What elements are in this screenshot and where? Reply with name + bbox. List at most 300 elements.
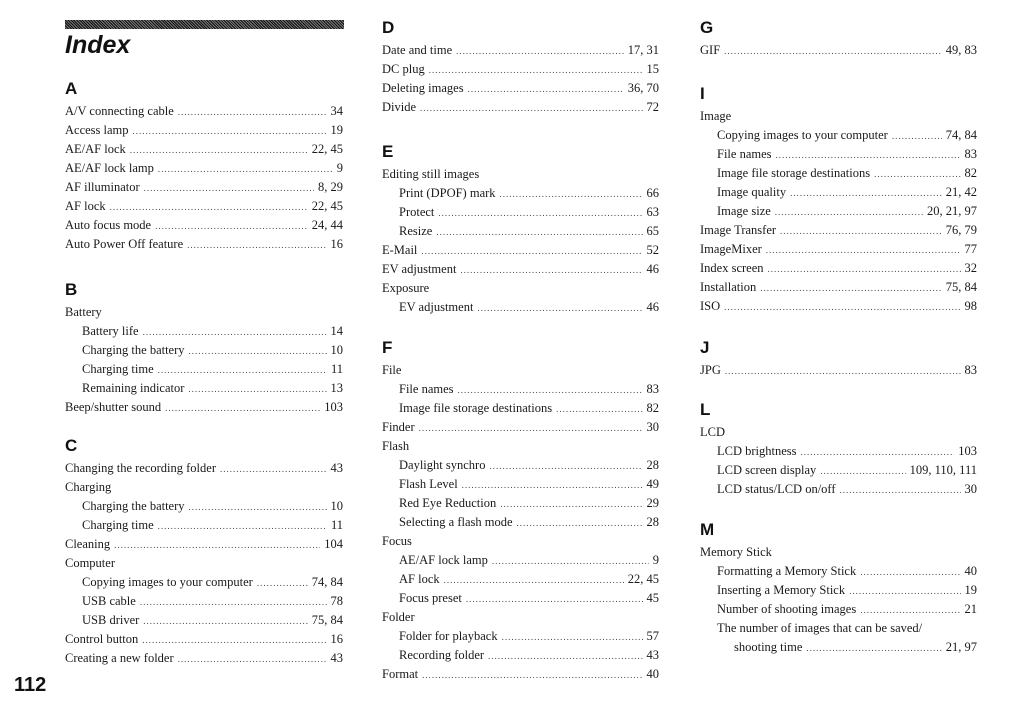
index-subentry bbox=[65, 497, 343, 516]
entry-label: Installation bbox=[700, 280, 757, 294]
dot-leader bbox=[724, 42, 942, 61]
entry-pages: 45 bbox=[646, 591, 659, 605]
dot-leader bbox=[492, 552, 649, 571]
entry-label: ImageMixer bbox=[700, 242, 762, 256]
index-entry bbox=[65, 459, 343, 478]
dot-leader bbox=[158, 160, 333, 179]
index-entry bbox=[65, 630, 343, 649]
entry-label: Beep/shutter sound bbox=[65, 400, 162, 414]
index-subentry bbox=[65, 592, 343, 611]
entry-label: shooting time bbox=[734, 640, 803, 654]
entry-label: Computer bbox=[65, 556, 115, 570]
index-entry bbox=[382, 418, 659, 437]
dot-leader bbox=[110, 198, 308, 217]
entry-pages: 74, 84 bbox=[945, 128, 977, 142]
entry-pages: 40 bbox=[964, 564, 977, 578]
index-entry bbox=[65, 649, 343, 668]
index-subentry bbox=[382, 589, 659, 608]
index-subentry bbox=[382, 570, 659, 589]
header-bar bbox=[65, 20, 344, 29]
entry-pages: 24, 44 bbox=[311, 218, 343, 232]
dot-leader bbox=[775, 203, 923, 222]
entry-label: Memory Stick bbox=[700, 545, 772, 559]
index-entry bbox=[382, 41, 659, 60]
entry-pages: 22, 45 bbox=[311, 142, 343, 156]
entry-pages: 9 bbox=[336, 161, 343, 175]
entry-label: EV adjustment bbox=[382, 262, 457, 276]
entry-pages: 78 bbox=[330, 594, 343, 608]
index-entry bbox=[382, 98, 659, 117]
index-section-b bbox=[65, 279, 343, 417]
dot-leader bbox=[257, 574, 308, 593]
entry-label: The number of images that can be saved/ bbox=[717, 621, 923, 635]
index-entry bbox=[65, 102, 343, 121]
entry-pages: 15 bbox=[646, 62, 659, 76]
entry-pages: 29 bbox=[646, 496, 659, 510]
dot-leader bbox=[801, 443, 955, 462]
dot-leader bbox=[766, 241, 961, 260]
index-entry bbox=[65, 554, 343, 573]
index-entry bbox=[700, 41, 977, 60]
section-letter: G bbox=[700, 18, 714, 37]
section-letter: F bbox=[382, 338, 393, 357]
entry-label: LCD bbox=[700, 425, 725, 439]
entry-pages: 82 bbox=[646, 401, 659, 415]
index-subentry bbox=[382, 298, 659, 317]
dot-leader bbox=[725, 362, 961, 381]
entry-label: Folder for playback bbox=[399, 629, 498, 643]
dot-leader bbox=[780, 222, 942, 241]
entry-pages: 46 bbox=[646, 262, 659, 276]
index-entry bbox=[65, 178, 343, 197]
entry-pages: 103 bbox=[958, 444, 977, 458]
index-subentry bbox=[382, 399, 659, 418]
entry-pages: 77 bbox=[964, 242, 977, 256]
entry-label: LCD screen display bbox=[717, 463, 817, 477]
dot-leader bbox=[140, 593, 327, 612]
entry-label: AE/AF lock lamp bbox=[65, 161, 154, 175]
entry-pages: 76, 79 bbox=[945, 223, 977, 237]
dot-leader bbox=[155, 217, 308, 236]
dot-leader bbox=[502, 628, 643, 647]
entry-label: Editing still images bbox=[382, 167, 480, 181]
index-subentry bbox=[700, 581, 977, 600]
entry-pages: 20, 21, 97 bbox=[927, 204, 977, 218]
index-subentry bbox=[700, 480, 977, 499]
index-entry bbox=[65, 216, 343, 235]
entry-label: Copying images to your computer bbox=[717, 128, 888, 142]
page-number: 112 bbox=[14, 674, 47, 696]
dot-leader bbox=[143, 612, 307, 631]
index-section-c bbox=[65, 435, 343, 668]
entry-label: Deleting images bbox=[382, 81, 464, 95]
entry-label: Image file storage destinations bbox=[399, 401, 553, 415]
entry-pages: 22, 45 bbox=[627, 572, 659, 586]
index-section-d bbox=[382, 17, 659, 117]
entry-pages: 30 bbox=[646, 420, 659, 434]
index-entry bbox=[382, 437, 659, 456]
entry-label: Focus preset bbox=[399, 591, 462, 605]
entry-pages: 11 bbox=[330, 518, 343, 532]
entry-label: Changing the recording folder bbox=[65, 461, 216, 475]
entry-label: Exposure bbox=[382, 281, 430, 295]
dot-leader bbox=[438, 204, 642, 223]
entry-pages: 104 bbox=[324, 537, 343, 551]
dot-leader bbox=[158, 361, 327, 380]
entry-label: Number of shooting images bbox=[717, 602, 857, 616]
index-entry bbox=[65, 197, 343, 216]
entry-label: Image file storage destinations bbox=[717, 166, 871, 180]
index-subentry bbox=[382, 551, 659, 570]
index-subentry bbox=[382, 456, 659, 475]
index-entry bbox=[700, 259, 977, 278]
index-section-g bbox=[700, 17, 977, 60]
entry-label: Image Transfer bbox=[700, 223, 777, 237]
entry-label: Index screen bbox=[700, 261, 764, 275]
entry-pages: 19 bbox=[964, 583, 977, 597]
entry-label: Charging the battery bbox=[82, 343, 185, 357]
entry-label: AF lock bbox=[399, 572, 440, 586]
entry-pages: 74, 84 bbox=[311, 575, 343, 589]
entry-label: Battery bbox=[65, 305, 102, 319]
index-entry bbox=[700, 107, 977, 126]
index-entry bbox=[700, 543, 977, 562]
entry-label: Access lamp bbox=[65, 123, 129, 137]
entry-label: Auto Power Off feature bbox=[65, 237, 184, 251]
index-subentry bbox=[65, 341, 343, 360]
dot-leader bbox=[556, 400, 642, 419]
dot-leader bbox=[419, 419, 643, 438]
index-section-a bbox=[65, 78, 343, 254]
entry-pages: 98 bbox=[964, 299, 977, 313]
entry-pages: 36, 70 bbox=[627, 81, 659, 95]
entry-pages: 22, 45 bbox=[311, 199, 343, 213]
entry-label: Resize bbox=[399, 224, 433, 238]
index-entry bbox=[700, 361, 977, 380]
entry-label: Cleaning bbox=[65, 537, 111, 551]
entry-label: Format bbox=[382, 667, 419, 681]
index-entry bbox=[382, 241, 659, 260]
index-entry bbox=[65, 121, 343, 140]
entry-pages: 21, 97 bbox=[945, 640, 977, 654]
entry-pages: 17, 31 bbox=[627, 43, 659, 57]
dot-leader bbox=[444, 571, 624, 590]
dot-leader bbox=[189, 498, 327, 517]
dot-leader bbox=[489, 457, 642, 476]
index-entry bbox=[700, 240, 977, 259]
index-subentry bbox=[65, 573, 343, 592]
index-subentry bbox=[382, 627, 659, 646]
index-entry bbox=[700, 221, 977, 240]
index-subentry bbox=[700, 562, 977, 581]
entry-label: Charging time bbox=[82, 518, 154, 532]
entry-label: USB driver bbox=[82, 613, 140, 627]
entry-label: Folder bbox=[382, 610, 415, 624]
entry-label: Flash Level bbox=[399, 477, 458, 491]
entry-pages: 83 bbox=[964, 363, 977, 377]
index-entry bbox=[65, 303, 343, 322]
entry-label: Inserting a Memory Stick bbox=[717, 583, 846, 597]
index-subentry bbox=[65, 611, 343, 630]
index-subentry bbox=[700, 619, 977, 638]
dot-leader bbox=[790, 184, 942, 203]
entry-pages: 66 bbox=[646, 186, 659, 200]
entry-label: Charging time bbox=[82, 362, 154, 376]
entry-label: Print (DPOF) mark bbox=[399, 186, 496, 200]
index-subentry bbox=[700, 145, 977, 164]
index-section-e bbox=[382, 141, 659, 317]
index-section-m bbox=[700, 519, 977, 657]
index-subentry bbox=[65, 322, 343, 341]
index-subentry bbox=[700, 202, 977, 221]
dot-leader bbox=[468, 80, 624, 99]
dot-leader bbox=[776, 146, 961, 165]
entry-label: Image size bbox=[717, 204, 771, 218]
entry-pages: 19 bbox=[330, 123, 343, 137]
entry-label: DC plug bbox=[382, 62, 425, 76]
entry-label: Control button bbox=[65, 632, 139, 646]
entry-label: Auto focus mode bbox=[65, 218, 152, 232]
dot-leader bbox=[477, 299, 642, 318]
dot-leader bbox=[488, 647, 642, 666]
entry-pages: 43 bbox=[646, 648, 659, 662]
index-entry bbox=[65, 478, 343, 497]
entry-label: JPG bbox=[700, 363, 721, 377]
section-letter: B bbox=[65, 280, 78, 299]
index-subentry bbox=[700, 442, 977, 461]
entry-label: AE/AF lock bbox=[65, 142, 126, 156]
index-subentry bbox=[65, 516, 343, 535]
entry-pages: 9 bbox=[652, 553, 659, 567]
dot-leader bbox=[892, 127, 942, 146]
entry-pages: 72 bbox=[646, 100, 659, 114]
entry-label: Red Eye Reduction bbox=[399, 496, 497, 510]
entry-pages: 103 bbox=[324, 400, 343, 414]
dot-leader bbox=[114, 536, 320, 555]
entry-label: File names bbox=[399, 382, 454, 396]
entry-pages: 75, 84 bbox=[311, 613, 343, 627]
dot-leader bbox=[133, 122, 327, 141]
dot-leader bbox=[178, 650, 327, 669]
dot-leader bbox=[724, 298, 960, 317]
entry-pages: 28 bbox=[646, 515, 659, 529]
index-entry bbox=[65, 159, 343, 178]
entry-label: Battery life bbox=[82, 324, 139, 338]
dot-leader bbox=[840, 481, 961, 500]
entry-label: Protect bbox=[399, 205, 435, 219]
index-entry bbox=[65, 140, 343, 159]
dot-leader bbox=[178, 103, 327, 122]
dot-leader bbox=[429, 61, 643, 80]
entry-pages: 65 bbox=[646, 224, 659, 238]
entry-pages: 16 bbox=[330, 632, 343, 646]
index-entry bbox=[700, 278, 977, 297]
dot-leader bbox=[144, 179, 314, 198]
entry-pages: 8, 29 bbox=[318, 180, 343, 194]
entry-pages: 109, 110, 111 bbox=[909, 463, 977, 477]
index-subentry bbox=[382, 475, 659, 494]
section-letter: A bbox=[65, 79, 78, 98]
dot-leader bbox=[458, 381, 643, 400]
entry-label: Daylight synchro bbox=[399, 458, 486, 472]
index-subentry bbox=[382, 184, 659, 203]
entry-label: File bbox=[382, 363, 402, 377]
index-subentry bbox=[700, 461, 977, 480]
entry-label: E-Mail bbox=[382, 243, 418, 257]
entry-pages: 28 bbox=[646, 458, 659, 472]
entry-pages: 63 bbox=[646, 205, 659, 219]
section-letter: E bbox=[382, 142, 394, 161]
entry-pages: 30 bbox=[964, 482, 977, 496]
index-entry bbox=[382, 532, 659, 551]
entry-pages: 52 bbox=[646, 243, 659, 257]
entry-label: EV adjustment bbox=[399, 300, 474, 314]
index-entry bbox=[382, 665, 659, 684]
dot-leader bbox=[142, 631, 326, 650]
index-subentry bbox=[382, 513, 659, 532]
index-subentry bbox=[382, 222, 659, 241]
index-entry bbox=[382, 608, 659, 627]
section-letter: J bbox=[700, 338, 710, 357]
index-subentry bbox=[700, 183, 977, 202]
index-section-l bbox=[700, 399, 977, 499]
index-entry bbox=[700, 423, 977, 442]
entry-pages: 11 bbox=[330, 362, 343, 376]
dot-leader bbox=[760, 279, 942, 298]
entry-pages: 10 bbox=[330, 343, 343, 357]
index-entry bbox=[382, 60, 659, 79]
entry-pages: 43 bbox=[330, 651, 343, 665]
entry-label: Creating a new folder bbox=[65, 651, 174, 665]
dot-leader bbox=[422, 666, 642, 685]
dot-leader bbox=[143, 323, 327, 342]
entry-label: Focus bbox=[382, 534, 412, 548]
dot-leader bbox=[517, 514, 643, 533]
index-entry bbox=[382, 279, 659, 298]
entry-label: AF lock bbox=[65, 199, 106, 213]
index-subentry bbox=[700, 600, 977, 619]
section-letter: C bbox=[65, 436, 78, 455]
entry-label: ISO bbox=[700, 299, 721, 313]
entry-pages: 14 bbox=[330, 324, 343, 338]
index-entry bbox=[382, 79, 659, 98]
index-entry bbox=[65, 535, 343, 554]
index-subentry bbox=[382, 646, 659, 665]
index-subentry bbox=[65, 360, 343, 379]
entry-pages: 21 bbox=[964, 602, 977, 616]
entry-label: Finder bbox=[382, 420, 415, 434]
entry-label: Copying images to your computer bbox=[82, 575, 253, 589]
entry-pages: 13 bbox=[330, 381, 343, 395]
entry-pages: 32 bbox=[964, 261, 977, 275]
entry-pages: 16 bbox=[330, 237, 343, 251]
index-subentry bbox=[382, 380, 659, 399]
index-subentry bbox=[382, 494, 659, 513]
dot-leader bbox=[500, 185, 643, 204]
entry-pages: 83 bbox=[646, 382, 659, 396]
dot-leader bbox=[820, 462, 905, 481]
dot-leader bbox=[189, 342, 327, 361]
index-section-i bbox=[700, 83, 977, 316]
dot-leader bbox=[462, 476, 643, 495]
entry-pages: 21, 42 bbox=[945, 185, 977, 199]
dot-leader bbox=[436, 223, 642, 242]
entry-label: Image quality bbox=[717, 185, 787, 199]
section-letter: L bbox=[700, 400, 711, 419]
dot-leader bbox=[165, 399, 320, 418]
entry-label: USB cable bbox=[82, 594, 136, 608]
index-entry bbox=[382, 361, 659, 380]
dot-leader bbox=[158, 517, 327, 536]
entry-pages: 49, 83 bbox=[945, 43, 977, 57]
index-entry bbox=[382, 260, 659, 279]
entry-label: LCD status/LCD on/off bbox=[717, 482, 836, 496]
index-section-f bbox=[382, 337, 659, 684]
dot-leader bbox=[220, 460, 327, 479]
index-entry bbox=[65, 398, 343, 417]
entry-label: A/V connecting cable bbox=[65, 104, 174, 118]
entry-pages: 82 bbox=[964, 166, 977, 180]
entry-label: GIF bbox=[700, 43, 721, 57]
entry-pages: 57 bbox=[646, 629, 659, 643]
index-subentry bbox=[700, 164, 977, 183]
index-subentry bbox=[700, 638, 977, 657]
index-subentry bbox=[65, 379, 343, 398]
entry-pages: 49 bbox=[646, 477, 659, 491]
entry-label: Remaining indicator bbox=[82, 381, 185, 395]
entry-pages: 46 bbox=[646, 300, 659, 314]
dot-leader bbox=[421, 242, 642, 261]
entry-pages: 10 bbox=[330, 499, 343, 513]
index-entry bbox=[65, 235, 343, 254]
entry-pages: 75, 84 bbox=[945, 280, 977, 294]
entry-label: Image bbox=[700, 109, 732, 123]
index-subentry bbox=[700, 126, 977, 145]
index-section-j bbox=[700, 337, 977, 380]
entry-label: File names bbox=[717, 147, 772, 161]
entry-label: AF illuminator bbox=[65, 180, 140, 194]
dot-leader bbox=[456, 42, 624, 61]
dot-leader bbox=[188, 380, 326, 399]
dot-leader bbox=[849, 582, 960, 601]
entry-label: Divide bbox=[382, 100, 417, 114]
section-letter: I bbox=[700, 84, 705, 103]
dot-leader bbox=[806, 639, 941, 658]
dot-leader bbox=[874, 165, 960, 184]
index-entry bbox=[700, 297, 977, 316]
section-letter: M bbox=[700, 520, 715, 539]
entry-label: Formatting a Memory Stick bbox=[717, 564, 857, 578]
entry-pages: 43 bbox=[330, 461, 343, 475]
index-entry bbox=[382, 165, 659, 184]
dot-leader bbox=[130, 141, 308, 160]
entry-label: Charging the battery bbox=[82, 499, 185, 513]
entry-label: Selecting a flash mode bbox=[399, 515, 513, 529]
entry-label: Recording folder bbox=[399, 648, 485, 662]
dot-leader bbox=[420, 99, 642, 118]
dot-leader bbox=[466, 590, 643, 609]
dot-leader bbox=[187, 236, 326, 255]
section-letter: D bbox=[382, 18, 395, 37]
entry-pages: 40 bbox=[646, 667, 659, 681]
dot-leader bbox=[860, 563, 960, 582]
page-title: Index bbox=[65, 31, 131, 59]
dot-leader bbox=[500, 495, 642, 514]
dot-leader bbox=[460, 261, 642, 280]
entry-label: Date and time bbox=[382, 43, 453, 57]
entry-label: Flash bbox=[382, 439, 410, 453]
dot-leader bbox=[768, 260, 961, 279]
